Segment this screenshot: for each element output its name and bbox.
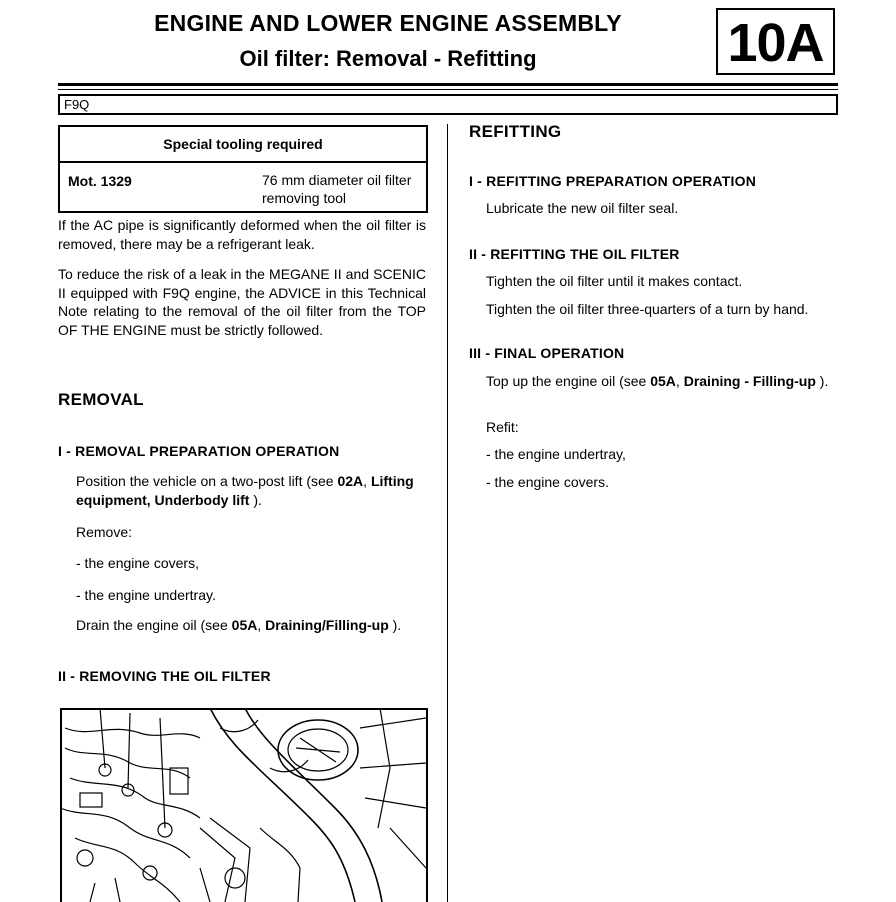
tighten-three-quarters-step: Tighten the oil filter three-quarters of a turn by hand. bbox=[486, 301, 809, 317]
refitting-prep-heading: I - REFITTING PREPARATION OPERATION bbox=[469, 173, 756, 189]
top-up-oil-step: Top up the engine oil (see 05A, Draining - Filling-up ). bbox=[486, 373, 829, 389]
refit-label: Refit: bbox=[486, 419, 519, 435]
removing-oil-filter-heading: II - REMOVING THE OIL FILTER bbox=[58, 668, 271, 684]
remove-item-engine-covers: - the engine covers, bbox=[76, 555, 199, 571]
removal-heading: REMOVAL bbox=[58, 390, 144, 409]
column-divider bbox=[447, 124, 448, 902]
document-title: ENGINE AND LOWER ENGINE ASSEMBLY bbox=[154, 10, 622, 36]
ref-02a: 02A bbox=[337, 473, 364, 489]
refitting-oil-filter-heading: II - REFITTING THE OIL FILTER bbox=[469, 246, 680, 262]
ref-draining-filling-up: Draining/Filling-up bbox=[265, 617, 389, 633]
vehicle-code-box: F9Q bbox=[58, 94, 838, 115]
tool-id: Mot. 1329 bbox=[68, 173, 132, 189]
special-tooling-table bbox=[58, 125, 428, 213]
ac-pipe-warning: If the AC pipe is significantly deformed when the oil filter is removed, there may be a refrigerant leak. bbox=[58, 217, 426, 252]
section-code-badge: 10A bbox=[716, 8, 835, 75]
refit-item-engine-covers: - the engine covers. bbox=[486, 474, 609, 490]
final-operation-heading: III - FINAL OPERATION bbox=[469, 345, 625, 361]
ref-draining-filling-up-right: Draining - Filling-up bbox=[683, 373, 816, 389]
ref-05a-right: 05A bbox=[650, 373, 676, 389]
drain-oil-step: Drain the engine oil (see 05A, Draining/Filling-up ). bbox=[76, 617, 402, 633]
tooling-heading: Special tooling required bbox=[60, 127, 426, 163]
ref-lifting-equipment: Lifting equipment, Underbody lift bbox=[76, 473, 414, 508]
leak-advice-warning: To reduce the risk of a leak in the MEGANE II and SCENIC II equipped with F9Q engine, the ADVICE in this Technical Note relating to the removal of the oil filter from the TOP OF THE ENGINE must be strictly followed. bbox=[58, 266, 426, 338]
remove-label: Remove: bbox=[76, 524, 133, 540]
refitting-heading: REFITTING bbox=[469, 122, 562, 141]
tighten-contact-step: Tighten the oil filter until it makes contact. bbox=[486, 273, 743, 289]
header-rule-thin bbox=[58, 89, 838, 90]
tool-description: 76 mm diameter oil filter removing tool bbox=[262, 172, 412, 206]
refit-item-engine-undertray: - the engine undertray, bbox=[486, 446, 626, 462]
ref-05a: 05A bbox=[231, 617, 258, 633]
removal-prep-heading: I - REMOVAL PREPARATION OPERATION bbox=[58, 443, 340, 459]
document-subtitle: Oil filter: Removal - Refitting bbox=[239, 46, 537, 71]
header-rule-thick bbox=[58, 83, 838, 86]
lubricate-step: Lubricate the new oil filter seal. bbox=[486, 200, 679, 216]
position-vehicle-step: Position the vehicle on a two-post lift (see 02A, Lifting equipment, Underbody lift ). bbox=[76, 473, 414, 508]
engine-illustration bbox=[60, 708, 428, 902]
tooling-row bbox=[60, 163, 426, 213]
remove-item-engine-undertray: - the engine undertray. bbox=[76, 587, 216, 603]
